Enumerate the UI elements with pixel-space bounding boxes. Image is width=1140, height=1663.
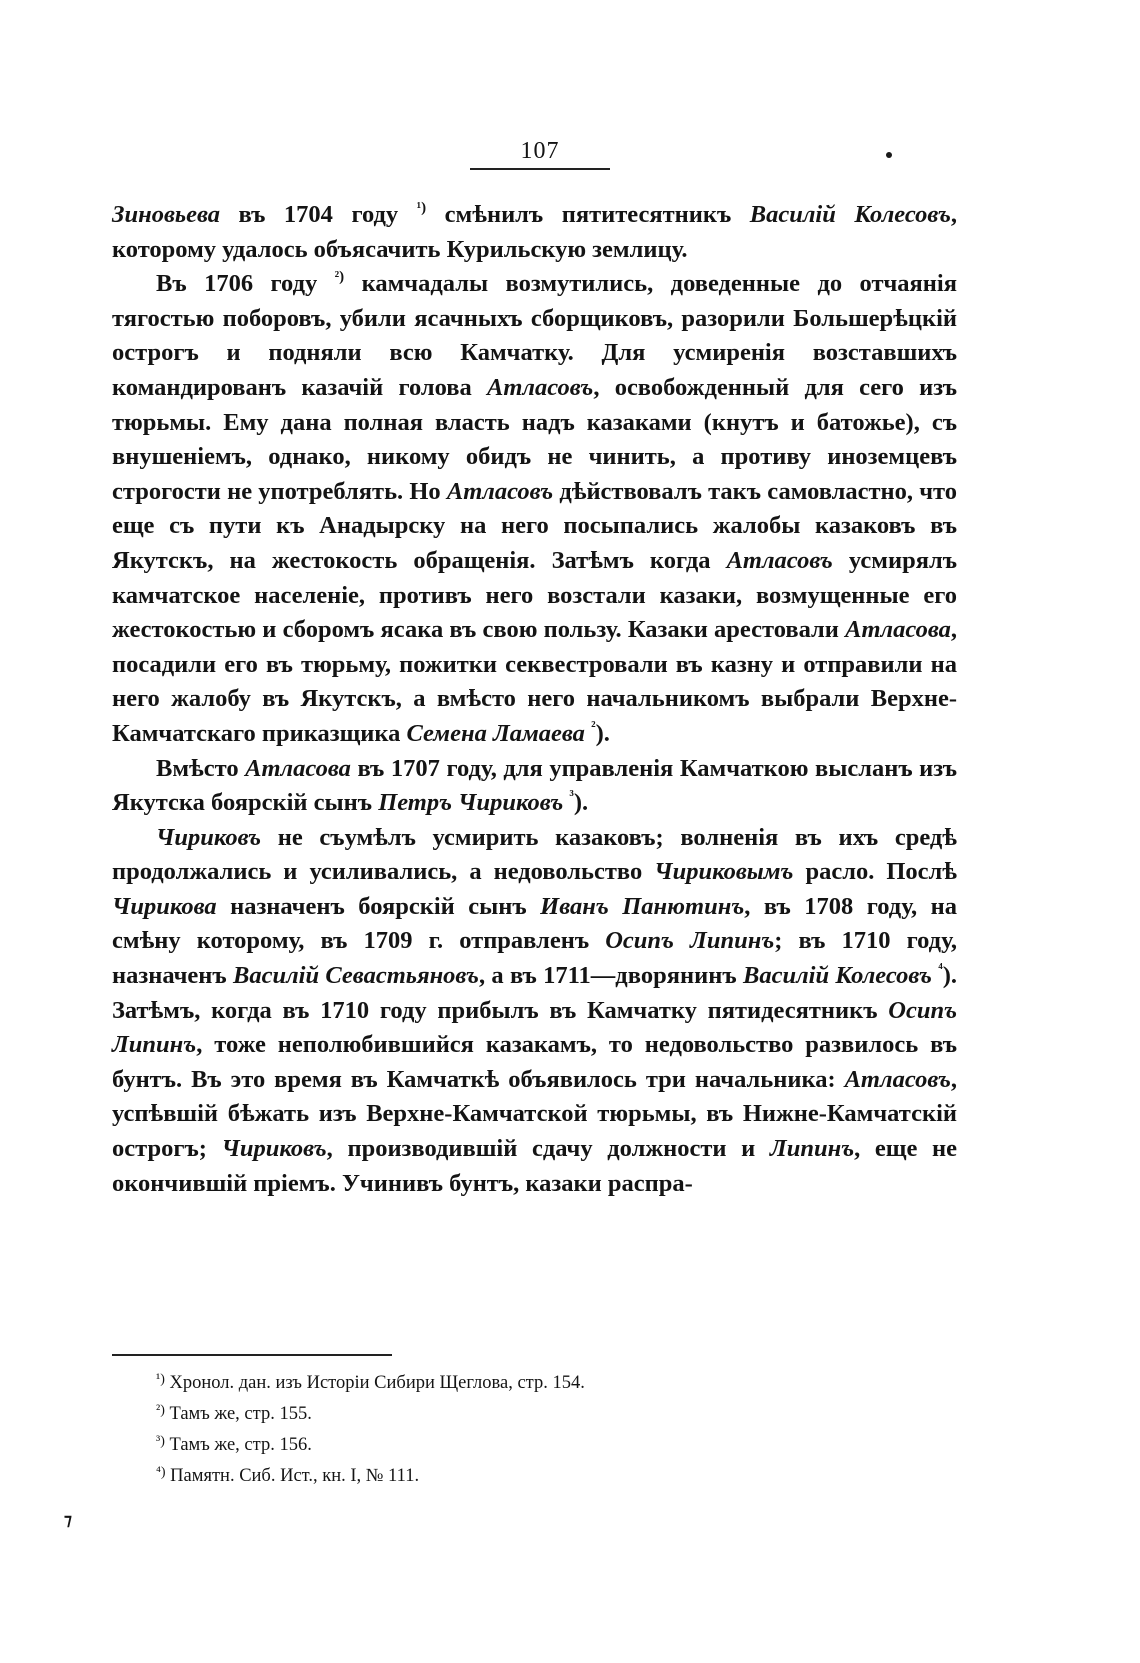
footnote-mark: ³) [156, 1434, 165, 1449]
text-run: , въ 1708 году, на смѣну которому, въ 1709 г. отправленъ [112, 892, 957, 955]
footnote-ref: ²) [334, 269, 345, 286]
text-run: , освобожденный для сего изъ тюрьмы. Ему дана полная власть надъ казаками (кнутъ и батожье), съ внушеніемъ, однако, никому обидъ не чинить, а противу иноземцевъ строгости не употреблять. Но [112, 373, 957, 505]
italic-name: Атласова [245, 754, 351, 782]
italic-name: Липинъ [769, 1135, 855, 1163]
italic-name: Атласова [845, 616, 951, 644]
italic-name: Иванъ Панютинъ [540, 892, 745, 920]
footnote-text: Тамъ же, стр. 155. [164, 1404, 312, 1424]
page-number: 107 [520, 138, 560, 164]
paragraph [112, 198, 957, 267]
header-rule [470, 168, 610, 170]
footnote-mark: ⁴) [156, 1465, 166, 1480]
italic-name: Чириковъ [156, 823, 262, 851]
text-run: ; въ 1710 году, назначенъ [112, 927, 957, 990]
paragraph [112, 752, 957, 821]
footnote [156, 1399, 916, 1430]
italic-name: Василій Севастьяновъ [233, 962, 479, 990]
text-run: камчадалы возмутились, доведенные до отчаянія тягостью поборовъ, убили ясачныхъ сборщиковъ, разорили Большерѣцкій острогъ и подняли всю Камчатку. Для усмиренія возставшихъ командированъ казачій голова [112, 270, 957, 401]
text-run: Вмѣсто [156, 754, 246, 782]
paragraph [112, 821, 957, 1202]
italic-name: Осипъ Липинъ [112, 996, 957, 1059]
footnote-rule [112, 1354, 392, 1356]
italic-name: Осипъ Липинъ [605, 927, 775, 955]
italic-name: Чириковъ [221, 1135, 327, 1163]
text-run: назначенъ боярскій сынъ [216, 892, 541, 920]
italic-name: Атласовъ [844, 1065, 951, 1093]
text-run: ). [573, 789, 589, 817]
footnote [156, 1368, 916, 1399]
footnote-mark: ²) [156, 1403, 165, 1418]
italic-name: Василій Колесовъ [749, 201, 951, 228]
italic-name: Петръ Чириковъ [378, 789, 564, 817]
text-run: не съумѣлъ усмирить казаковъ; волненія въ ихъ средѣ продолжались и усиливались, а недовольство [112, 823, 957, 886]
footnote-ref: ¹) [416, 200, 427, 216]
italic-name: Атласовъ [487, 373, 594, 401]
footnote-mark: ¹) [156, 1372, 165, 1387]
text-run: ). [595, 719, 610, 747]
italic-name: Чириковымъ [654, 858, 794, 886]
footnotes [156, 1368, 916, 1492]
paragraph [112, 267, 957, 751]
body-text [112, 198, 957, 1201]
footnote-text: Хронол. дан. изъ Исторіи Сибири Щеглова, стр. 154. [164, 1373, 585, 1393]
italic-name: Зиновьева [112, 201, 220, 228]
stray-mark: ⁊ [64, 1512, 72, 1529]
text-run: , а въ 1711—двoрянинъ [478, 962, 743, 990]
footnote [156, 1461, 916, 1492]
italic-name: Семена Ламаева [406, 719, 585, 747]
text-run: смѣнилъ пятитесятникъ [426, 201, 750, 228]
footnote-ref: ² [591, 718, 596, 735]
text-run: , тоже неполюбившийся казакамъ, то недовольство развилось въ бунтъ. Въ это время въ Камчаткѣ объявилось три начальника: [112, 1031, 957, 1093]
text-run: , еще не окончившій пріемъ. Учинивъ бунтъ, казаки распра- [112, 1135, 957, 1197]
italic-name: Атласовъ [726, 546, 833, 574]
text-run: , успѣвшій бѣжать изъ Верхне-Камчатской тюрьмы, въ Нижне-Камчатскій острогъ; [112, 1065, 957, 1163]
text-run: , которому удалось объясачить Курильскую землицу. [112, 201, 957, 263]
italic-name: Чирикова [112, 892, 217, 920]
text-run: , производившій сдачу должности и [326, 1135, 770, 1163]
footnote-text: Тамъ же, стр. 156. [164, 1435, 312, 1455]
text-run: расло. Послѣ [793, 858, 958, 886]
footnote-text: Памятн. Сиб. Ист., кн. I, № 111. [165, 1466, 420, 1486]
text-run: усмирялъ камчатское населеніе, противъ него возстали казаки, возмущенные его жестокостью и сборомъ ясака въ свою пользу. Казаки арестовали [112, 546, 957, 644]
text-run: ). Затѣмъ, когда въ 1710 году прибылъ въ Камчатку пятидесятникъ [112, 962, 958, 1024]
footnote-ref: ⁴ [938, 961, 943, 978]
footnote [156, 1430, 916, 1461]
text-run: въ 1704 году [220, 201, 417, 228]
text-run: дѣйствовалъ такъ самовластно, что еще съ пути къ Анадырску на него посыпались жалобы казаковъ въ Якутскъ, на жестокость обращенія. Затѣмъ когда [112, 477, 957, 574]
text-run: въ 1707 году, для управленія Камчаткою высланъ изъ Якутска боярскій сынъ [112, 754, 957, 817]
stray-dot [886, 152, 892, 158]
italic-name: Василій Колесовъ [743, 962, 932, 990]
italic-name: Атласовъ [446, 477, 554, 505]
text-run: , посадили его въ тюрьму, пожитки секвестровали въ казну и отправили на него жалобу въ Якутскъ, а вмѣсто него начальникомъ выбрали Верхне-Камчатскаго приказщика [112, 616, 957, 747]
footnote-ref: ³ [569, 788, 574, 805]
text-run: Въ 1706 году [156, 270, 335, 298]
